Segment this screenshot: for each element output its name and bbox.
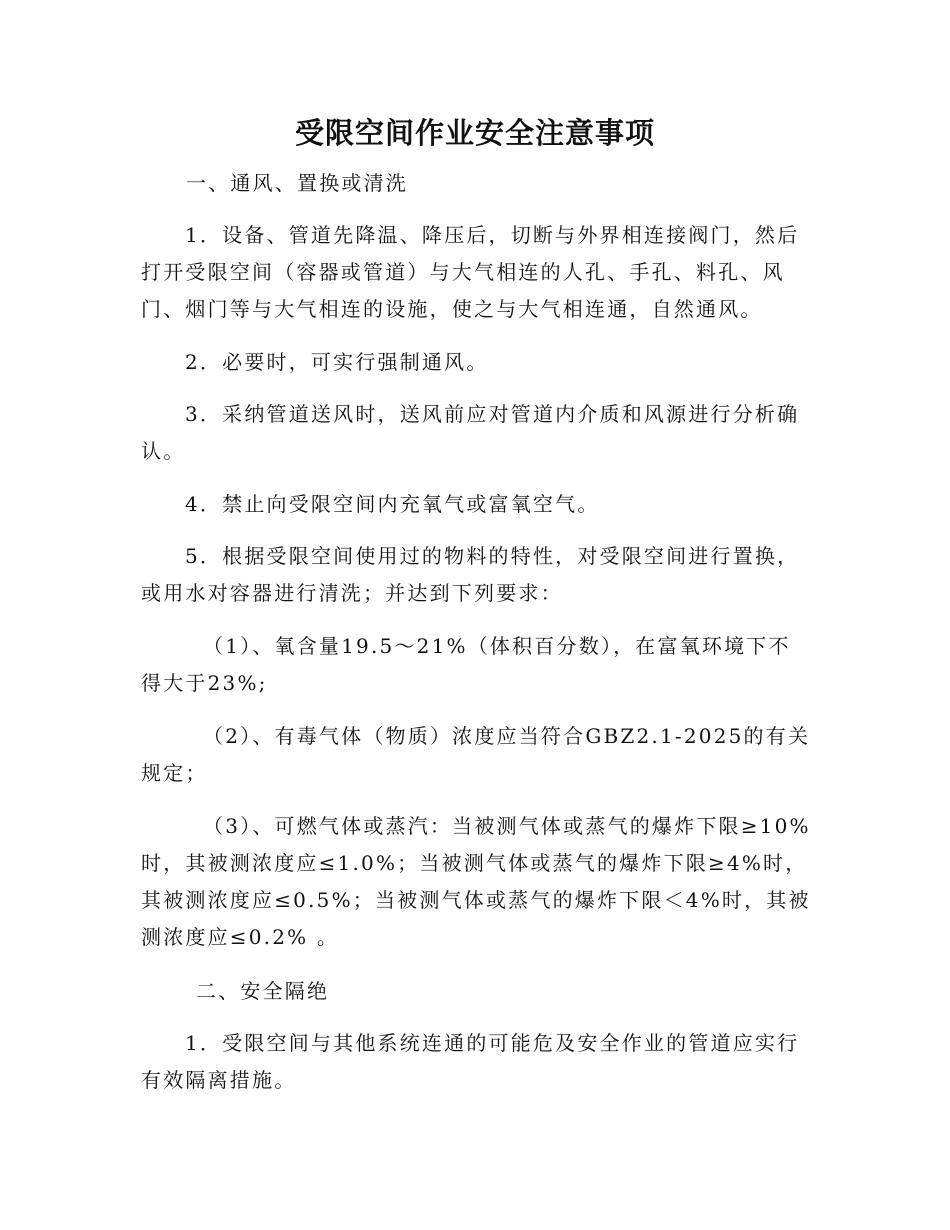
paragraph-item-3: 3．采纳管道送风时，送风前应对管道内介质和风源进行分析确认。: [141, 402, 800, 463]
section-heading-isolation: 二、安全隔绝: [196, 979, 330, 1003]
paragraph-isolation-item-1: 1．受限空间与其他系统连通的可能危及安全作业的管道应实行有效隔离措施。: [141, 1031, 800, 1092]
paragraph-item-2: 2．必要时，可实行强制通风。: [185, 350, 489, 374]
subitem-toxic-gas: （2）、有毒气体（物质）浓度应当符合GBZ2.1-2025的有关规定；: [141, 724, 811, 785]
section-heading-ventilation: 一、通风、置换或清洗: [186, 171, 408, 195]
paragraph-item-4: 4．禁止向受限空间内充氧气或富氧空气。: [185, 492, 600, 516]
subitem-oxygen: （1）、氧含量19.5～21%（体积百分数），在富氧环境下不得大于23%;: [141, 634, 791, 695]
paragraph-item-5: 5．根据受限空间使用过的物料的特性，对受限空间进行置换，或用水对容器进行清洗；并达到下列要求：: [141, 544, 800, 605]
paragraph-item-1: 1．设备、管道先降温、降压后，切断与外界相连接阀门，然后打开受限空间（容器或管道）与大气相连的人孔、手孔、料孔、风门、烟门等与大气相连的设施，使之与大气相连通，自然通风。: [141, 223, 800, 321]
subitem-flammable-gas: （3）、可燃气体或蒸汽：当被测气体或蒸气的爆炸下限≥10%时，其被测浓度应≤1.0%；当被测气体或蒸气的爆炸下限≥4%时，其被测浓度应≤0.5%；当被测气体或蒸气的爆炸下限＜4%时，其被测浓度应≤0.2% 。: [141, 814, 811, 949]
document-title: 受限空间作业安全注意事项: [294, 116, 655, 150]
